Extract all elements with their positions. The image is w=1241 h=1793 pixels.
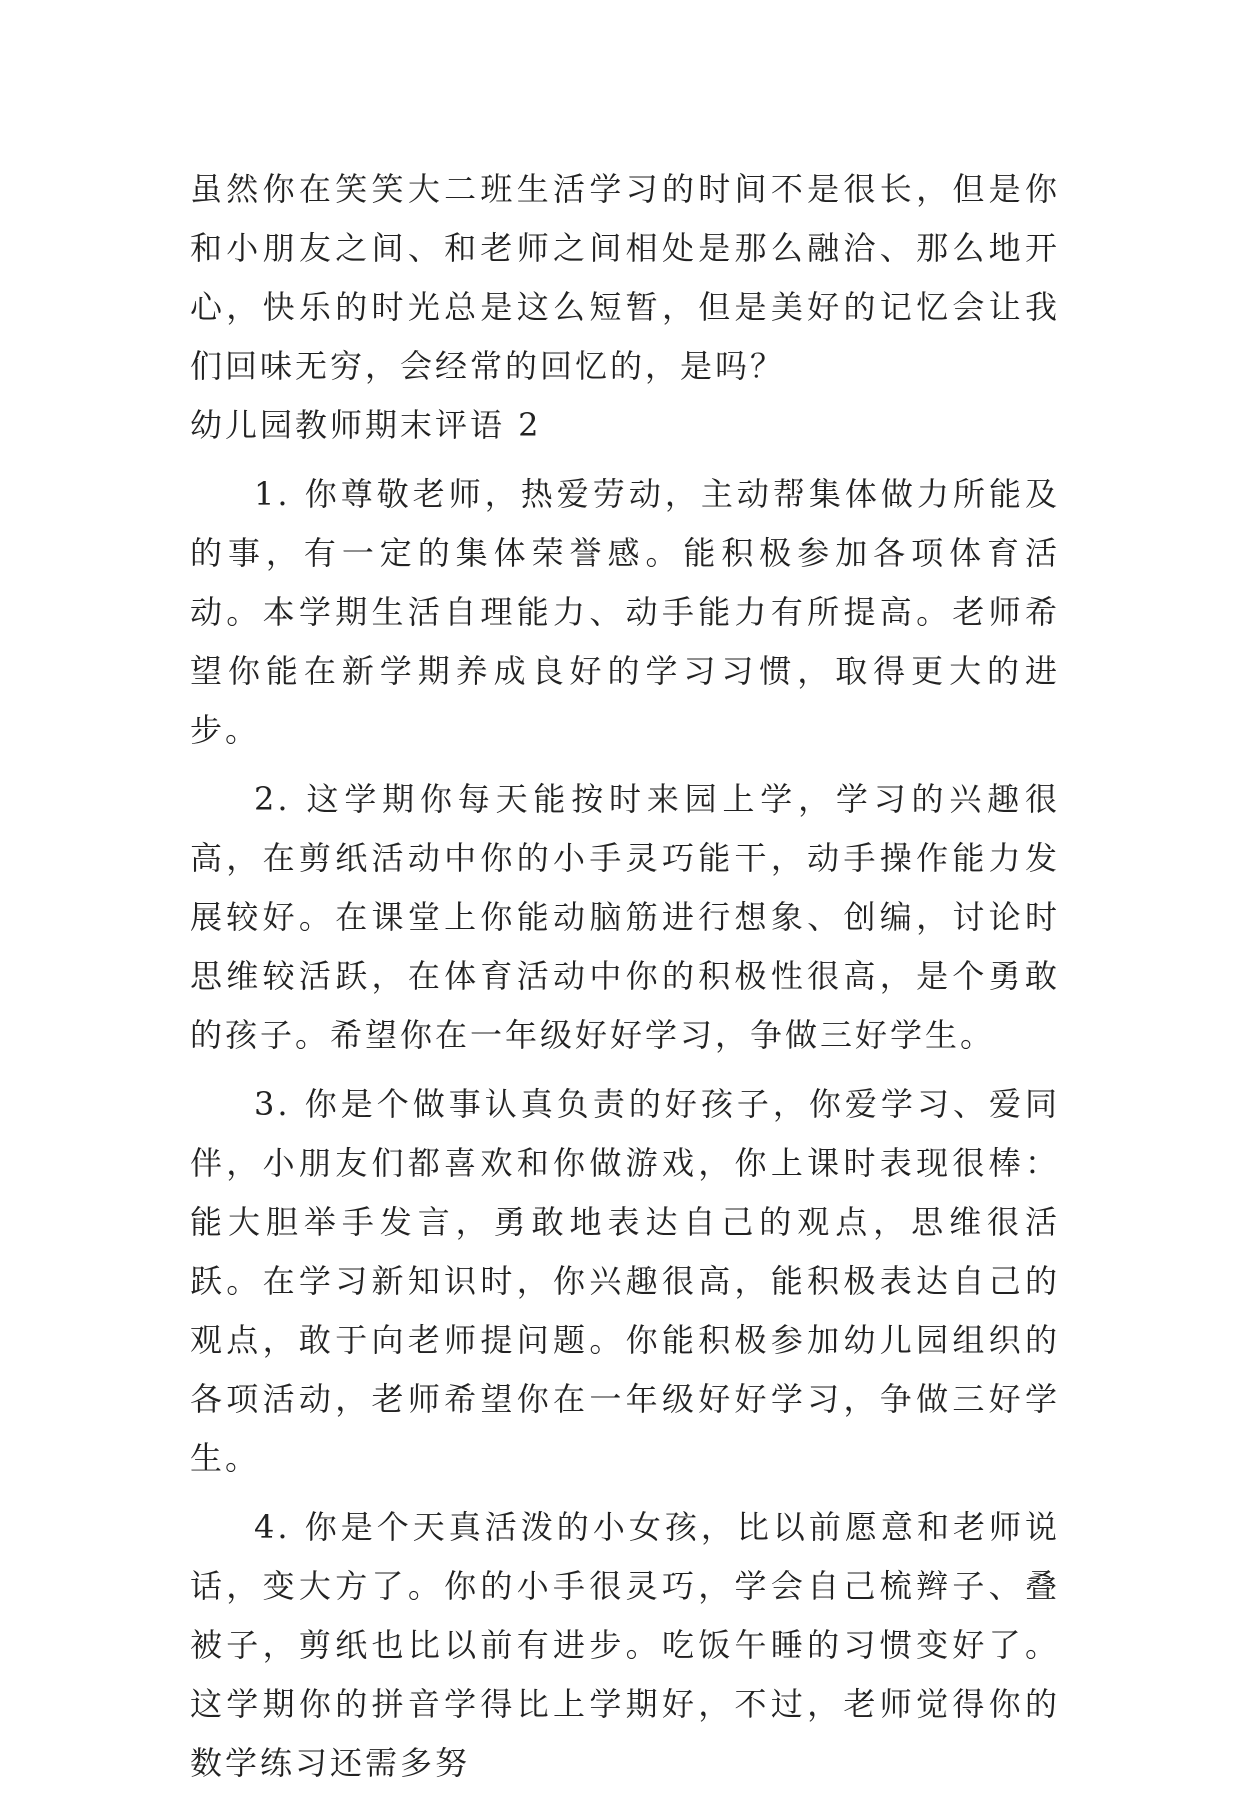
document-page	[190, 160, 1060, 1793]
spacer	[190, 1065, 1060, 1075]
spacer	[190, 760, 1060, 770]
section-heading: 幼儿园教师期末评语 2	[190, 406, 542, 444]
comment-paragraph-4: 4. 你是个天真活泼的小女孩，比以前愿意和老师说话，变大方了。你的小手很灵巧，学会自己梳辫子、叠被子，剪纸也比以前有进步。吃饭午睡的习惯变好了。这学期你的拼音学得比上学期好，不过，老师觉得你的数学练习还需多努	[190, 1508, 1060, 1782]
comment-paragraph-3: 3. 你是个做事认真负责的好孩子，你爱学习、爱同伴，小朋友们都喜欢和你做游戏，你上课时表现很棒：能大胆举手发言，勇敢地表达自己的观点，思维很活跃。在学习新知识时，你兴趣很高，能积极表达自己的观点，敢于向老师提问题。你能积极参加幼儿园组织的各项活动，老师希望你在一年级好好学习，争做三好学生。	[190, 1085, 1060, 1477]
spacer	[190, 1488, 1060, 1498]
intro-paragraph: 虽然你在笑笑大二班生活学习的时间不是很长，但是你和小朋友之间、和老师之间相处是那么融洽、那么地开心，快乐的时光总是这么短暂，但是美好的记忆会让我们回味无穷，会经常的回忆的，是吗？	[190, 170, 1060, 385]
comment-paragraph-1: 1. 你尊敬老师，热爱劳动，主动帮集体做力所能及的事，有一定的集体荣誉感。能积极参加各项体育活动。本学期生活自理能力、动手能力有所提高。老师希望你能在新学期养成良好的学习习惯，取得更大的进步。	[190, 475, 1060, 749]
comment-paragraph-2: 2. 这学期你每天能按时来园上学，学习的兴趣很高，在剪纸活动中你的小手灵巧能干，动手操作能力发展较好。在课堂上你能动脑筋进行想象、创编，讨论时思维较活跃，在体育活动中你的积极性很高，是个勇敢的孩子。希望你在一年级好好学习，争做三好学生。	[190, 780, 1060, 1054]
spacer	[190, 455, 1060, 465]
